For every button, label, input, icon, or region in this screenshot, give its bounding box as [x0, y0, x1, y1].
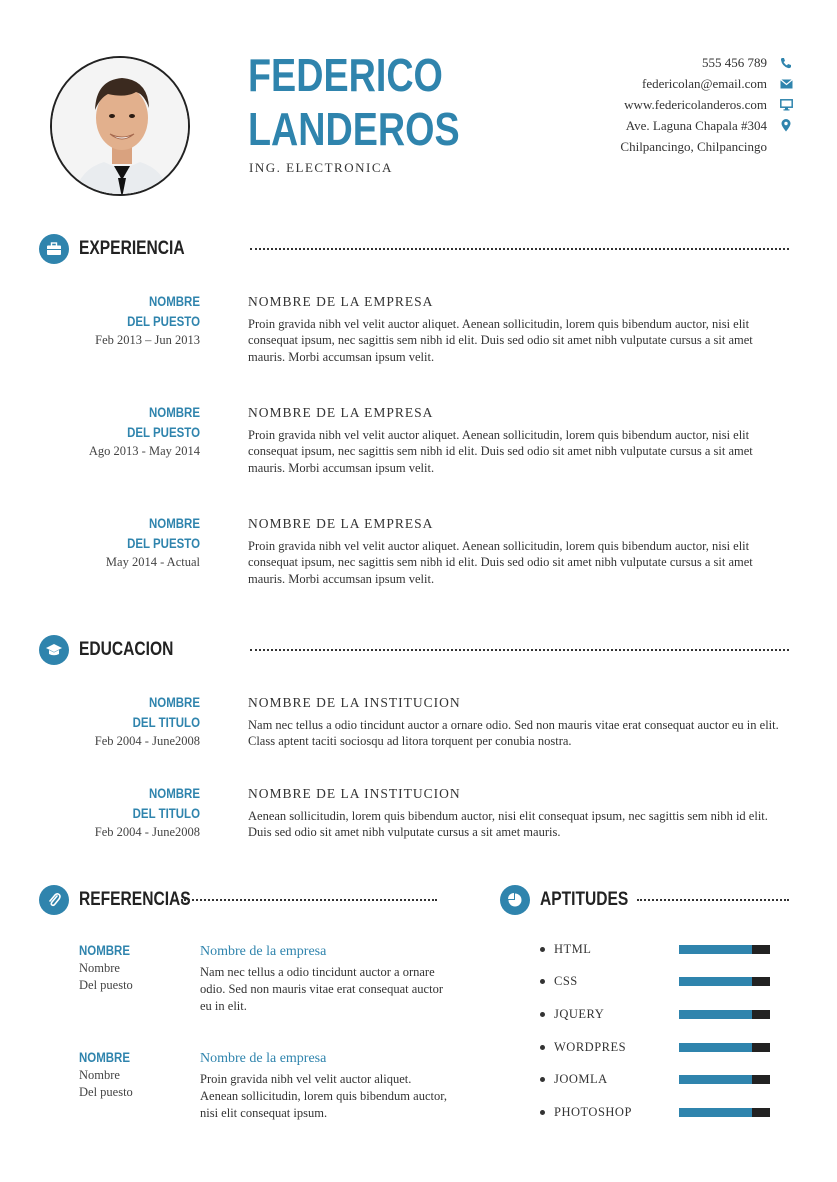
- bullet-icon: [540, 947, 545, 952]
- reference-text: Proin gravida nibh vel velit auctor aliquet. Aenean sollicitudin, lorem quis bibendum auctor, nisi elit consequat ipsum.: [200, 1072, 448, 1120]
- education-description: Aenean sollicitudin, lorem quis bibendum auctor, nisi elit consequat ipsum, nec sagittis sem nibh id elit. Duis sed odio sit amet nibh vulputate cursus a sit amet mauris.: [248, 809, 768, 840]
- company-name: NOMBRE DE LA EMPRESA: [248, 294, 434, 309]
- education-detail: [248, 693, 788, 750]
- skill-name: PHOTOSHOP: [554, 1104, 632, 1119]
- reference-line2: Nombre: [79, 961, 120, 975]
- education-dates: Feb 2004 - June2008: [94, 825, 200, 839]
- contact-address-line2: [620, 136, 793, 157]
- profession-title: ING. ELECTRONICA: [249, 160, 393, 175]
- reference-body: [200, 942, 450, 1015]
- skill-name: JOOMLA: [554, 1071, 608, 1086]
- reference-line2: Nombre: [79, 1068, 120, 1082]
- monitor-icon: [779, 98, 793, 112]
- contact-block: [620, 52, 793, 157]
- references-title: REFERENCIAS: [79, 889, 191, 910]
- bullet-icon: [540, 979, 545, 984]
- reference-body: [200, 1049, 450, 1122]
- role-line2: DEL PUESTO: [127, 425, 200, 440]
- skill-name: WORDPRES: [554, 1039, 627, 1054]
- skill-bar-fill: [679, 1108, 752, 1117]
- education-detail: [248, 784, 788, 841]
- experience-role-block: [40, 403, 200, 459]
- experience-role-block: [40, 514, 200, 570]
- candidate-name: [248, 48, 460, 156]
- briefcase-icon: [39, 234, 69, 264]
- degree-line2: DEL TITULO: [132, 715, 200, 730]
- reference-name: NOMBRE: [79, 943, 130, 958]
- skills-title: APTITUDES: [540, 889, 629, 910]
- experience-dates: Ago 2013 - May 2014: [88, 444, 200, 458]
- experience-dates: Feb 2013 – Jun 2013: [95, 333, 200, 347]
- education-heading: [39, 635, 194, 665]
- skill-row: [540, 1069, 772, 1089]
- skill-row: [540, 971, 772, 991]
- address-line2-text: Chilpancingo, Chilpancingo: [620, 138, 767, 154]
- experience-detail: [248, 403, 788, 476]
- role-line1: NOMBRE: [149, 405, 200, 420]
- reference-line3: Del puesto: [79, 978, 133, 992]
- experience-divider: [250, 248, 789, 250]
- skill-name: HTML: [554, 941, 592, 956]
- bullet-icon: [540, 1012, 545, 1017]
- profile-photo: [50, 56, 190, 196]
- skill-name: CSS: [554, 973, 578, 988]
- contact-website: [620, 94, 793, 115]
- skill-bar: [679, 1075, 770, 1084]
- experience-title: EXPERIENCIA: [79, 238, 185, 259]
- skill-row: [540, 939, 772, 959]
- education-title: EDUCACION: [79, 639, 174, 660]
- skill-bar-fill: [679, 945, 752, 954]
- bullet-icon: [540, 1045, 545, 1050]
- skill-row: [540, 1102, 772, 1122]
- phone-text: 555 456 789: [702, 54, 767, 70]
- last-name: LANDEROS: [248, 103, 460, 155]
- experience-description: Proin gravida nibh vel velit auctor aliquet. Aenean sollicitudin, lorem quis bibendum auctor, nisi elit consequat ipsum, nec sagittis sem nibh id elit. Duis sed odio sit amet nibh vulputate cursus a sit amet mauris. Morbi accumsan ipsum velit.: [248, 428, 753, 475]
- company-name: NOMBRE DE LA EMPRESA: [248, 516, 434, 531]
- role-line2: DEL PUESTO: [127, 536, 200, 551]
- skills-divider: [637, 899, 789, 901]
- paperclip-icon: [39, 885, 69, 915]
- reference-name: NOMBRE: [79, 1050, 130, 1065]
- skill-bar: [679, 1108, 770, 1117]
- degree-line2: DEL TITULO: [132, 806, 200, 821]
- reference-company: Nombre de la empresa: [200, 944, 327, 959]
- company-name: NOMBRE DE LA EMPRESA: [248, 405, 434, 420]
- contact-phone: [620, 52, 793, 73]
- skill-bar: [679, 977, 770, 986]
- website-text[interactable]: www.federicolanderos.com: [624, 96, 767, 112]
- education-divider: [250, 649, 789, 651]
- experience-description: Proin gravida nibh vel velit auctor aliquet. Aenean sollicitudin, lorem quis bibendum auctor, nisi elit consequat ipsum, nec sagittis sem nibh id elit. Duis sed odio sit amet nibh vulputate cursus a sit amet mauris. Morbi accumsan ipsum velit.: [248, 539, 753, 586]
- role-line2: DEL PUESTO: [127, 314, 200, 329]
- address-line1-text: Ave. Laguna Chapala #304: [625, 117, 767, 133]
- bullet-icon: [540, 1077, 545, 1082]
- bullet-icon: [540, 1110, 545, 1115]
- institution-name: NOMBRE DE LA INSTITUCION: [248, 786, 461, 801]
- experience-heading: [39, 234, 208, 264]
- reference-line3: Del puesto: [79, 1085, 133, 1099]
- reference-text: Nam nec tellus a odio tincidunt auctor a ornare odio. Sed non mauris vitae erat consequat auctor eu in elit.: [200, 965, 443, 1013]
- skill-bar-fill: [679, 1043, 752, 1052]
- email-text[interactable]: federicolan@email.com: [642, 75, 767, 91]
- experience-detail: [248, 514, 788, 587]
- experience-dates: May 2014 - Actual: [105, 555, 200, 569]
- reference-company: Nombre de la empresa: [200, 1051, 327, 1066]
- education-dates: Feb 2004 - June2008: [94, 734, 200, 748]
- skills-heading: [500, 885, 648, 915]
- map-pin-icon: [779, 119, 793, 133]
- reference-label: [79, 942, 189, 994]
- degree-line1: NOMBRE: [149, 695, 200, 710]
- graduation-cap-icon: [39, 635, 69, 665]
- reference-label: [79, 1049, 189, 1101]
- skill-bar: [679, 1043, 770, 1052]
- skill-row: [540, 1037, 772, 1057]
- skill-bar: [679, 1010, 770, 1019]
- degree-line1: NOMBRE: [149, 786, 200, 801]
- education-title-block: [40, 784, 200, 840]
- role-line1: NOMBRE: [149, 294, 200, 309]
- phone-icon: [779, 56, 793, 70]
- education-description: Nam nec tellus a odio tincidunt auctor a ornare odio. Sed non mauris vitae erat consequat auctor eu in elit. Class aptent taciti sociosqu ad litora torquent per conubia nostra.: [248, 718, 779, 749]
- envelope-icon: [779, 77, 793, 91]
- pie-chart-icon: [500, 885, 530, 915]
- first-name: FEDERICO: [248, 49, 443, 101]
- contact-address-line1: [620, 115, 793, 136]
- skill-bar-fill: [679, 1075, 752, 1084]
- skill-row: [540, 1004, 772, 1024]
- experience-description: Proin gravida nibh vel velit auctor aliquet. Aenean sollicitudin, lorem quis bibendum auctor, nisi elit consequat ipsum, nec sagittis sem nibh id elit. Duis sed odio sit amet nibh vulputate cursus a sit amet mauris. Morbi accumsan ipsum velit.: [248, 317, 753, 364]
- skill-bar-fill: [679, 1010, 752, 1019]
- contact-email: [620, 73, 793, 94]
- education-title-block: [40, 693, 200, 749]
- skill-bar-fill: [679, 977, 752, 986]
- experience-role-block: [40, 292, 200, 348]
- institution-name: NOMBRE DE LA INSTITUCION: [248, 695, 461, 710]
- references-divider: [181, 899, 437, 901]
- role-line1: NOMBRE: [149, 516, 200, 531]
- skill-name: JQUERY: [554, 1006, 605, 1021]
- experience-detail: [248, 292, 788, 365]
- person-portrait-icon: [52, 58, 190, 196]
- skill-bar: [679, 945, 770, 954]
